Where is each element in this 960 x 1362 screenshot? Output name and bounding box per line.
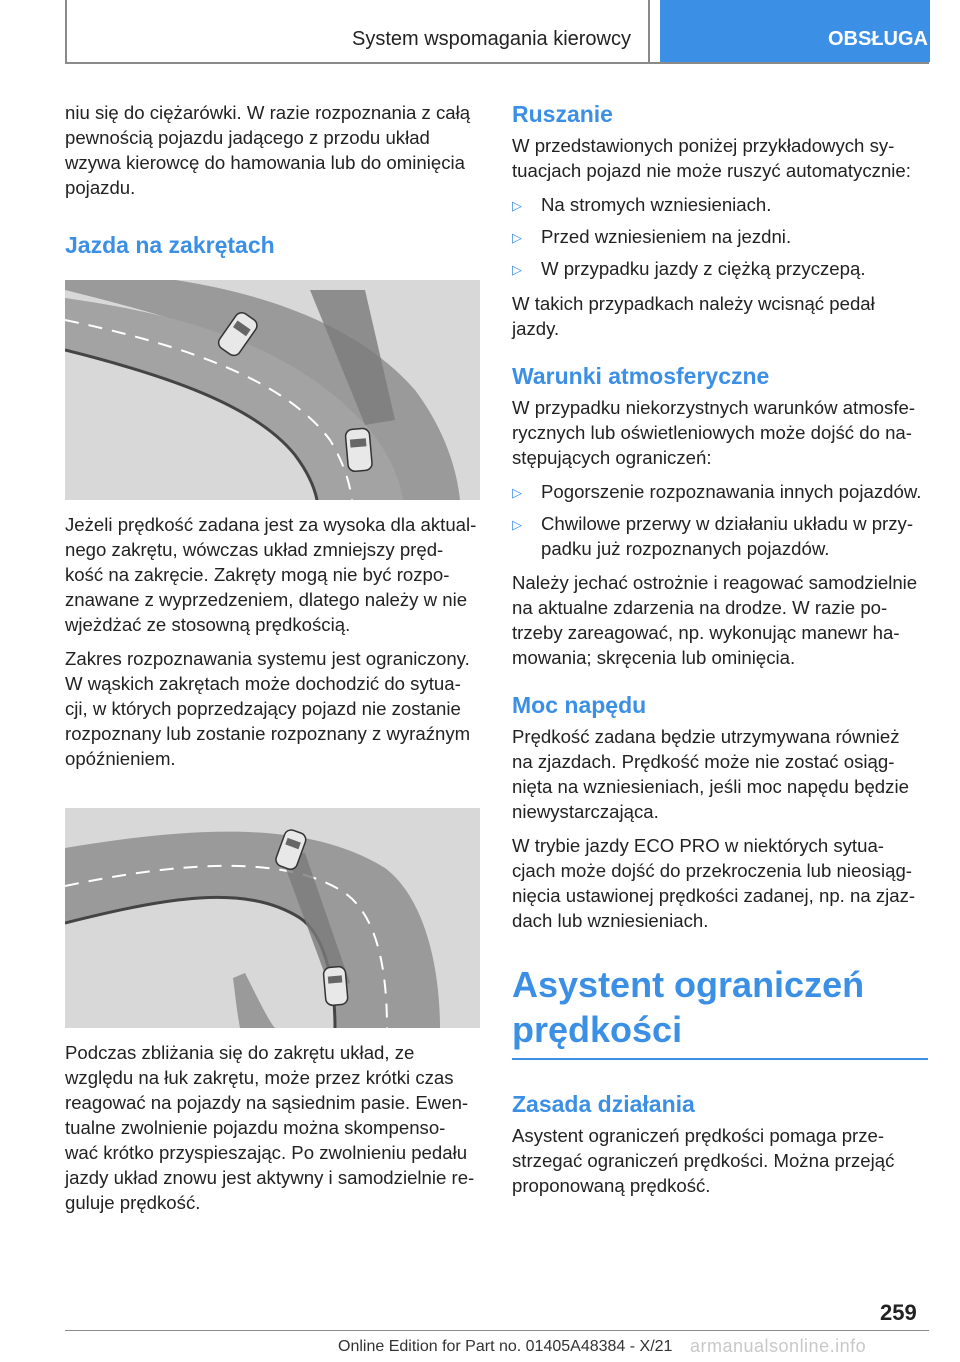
left-column	[65, 100, 480, 1224]
list-item: ▷ Przed wzniesieniem na jezdni.	[512, 224, 928, 250]
list-item: ▷ Na stromych wzniesieniach.	[512, 192, 928, 218]
starting-paragraph: W przedstawionych poniżej przykładowych sy- tuacjach pojazd nie może ruszyć automatycznie:	[512, 135, 911, 181]
curves-paragraph-1: Jeżeli prędkość zadana jest za wysoka dla aktual- nego zakrętu, wówczas układ zmniejszy pręd- kość na zakręcie. Zakręty mogą nie być rozpo- znawane z wyprzedzeniem, dlatego należy w nie wjeżdżać ze stosowną prędkością.	[65, 514, 477, 635]
list-item: ▷ W przypadku jazdy z ciężką przyczepą.	[512, 256, 928, 282]
page-number: 259	[880, 1300, 917, 1325]
header-section-title: System wspomagania kierowcy	[352, 28, 631, 50]
header-left-divider	[65, 0, 67, 64]
footer-edition: Online Edition for Part no. 01405A48384 - X/21	[338, 1338, 673, 1355]
triangle-bullet-icon: ▷	[512, 262, 522, 277]
triangle-bullet-icon: ▷	[512, 485, 522, 500]
triangle-bullet-icon: ▷	[512, 198, 522, 213]
heading-rule	[512, 1058, 928, 1060]
principle-paragraph: Asystent ograniczeń prędkości pomaga prze- strzegać ograniczeń prędkości. Można przejąć proponowaną prędkość.	[512, 1125, 895, 1196]
triangle-bullet-icon: ▷	[512, 517, 522, 532]
list-item: ▷ Pogorszenie rozpoznawania innych pojazdów.	[512, 479, 928, 505]
power-paragraph-1: Prędkość zadana będzie utrzymywana również na zjazdach. Prędkość może nie zostać osiąg- nięta na wzniesieniach, jeśli moc napędu będzie niewystarczająca.	[512, 726, 909, 822]
triangle-bullet-icon: ▷	[512, 230, 522, 245]
header-mid-divider	[648, 0, 650, 64]
heading-speed-limit-assist: Asystent ograniczeń prędkości	[512, 964, 865, 1050]
figure-curve-speed	[65, 280, 480, 500]
weather-paragraph: W przypadku niekorzystnych warunków atmosfe- rycznych lub oświetleniowych może dojść do na- stępujących ograniczeń:	[512, 397, 916, 468]
right-column	[512, 100, 928, 1207]
power-paragraph-2: W trybie jazdy ECO PRO w niektórych sytua- cjach może dojść do przekroczenia lub nieosiąg- nięcia ustawionej prędkości zadanej, np. na zjaz- dach lub wzniesieniach.	[512, 835, 916, 931]
intro-paragraph: niu się do ciężarówki. W razie rozpoznania z całą pewnością pojazdu jadącego z przodu układ wzywa kierowcę do hamowania lub do ominięcia pojazdu.	[65, 102, 471, 198]
weather-paragraph-2: Należy jechać ostrożnie i reagować samodzielnie na aktualne zdarzenia na drodze. W razie po- trzeby zareagować, np. wykonując manewr ha- mowania; skręcenia lub ominięcia.	[512, 572, 918, 668]
figure-curve-adjacent-lane	[65, 808, 480, 1028]
heading-principle: Zasada działania	[512, 1091, 695, 1117]
heading-power: Moc napędu	[512, 692, 647, 718]
watermark: armanualsonline.info	[690, 1336, 867, 1356]
footer-rule	[65, 1330, 929, 1331]
heading-weather: Warunki atmosferyczne	[512, 363, 770, 389]
curves-paragraph-2: Zakres rozpoznawania systemu jest ograniczony. W wąskich zakrętach może dochodzić do sytua- cji, w których poprzedzający pojazd nie zostanie rozpoznany lub zostanie rozpoznany z wyraźnym opóźnieniem.	[65, 648, 471, 769]
curves-paragraph-3: Podczas zbliżania się do zakrętu układ, ze względu na łuk zakrętu, może przez krótki czas reagować na pojazdy na sąsiednim pasie. Ewen- tualne zwolnienie pojazdu można skompenso- wać krótko przyspieszając. Po zwolnieniu pedału jazdy układ znowu jest aktywny i samodzielnie re- guluje prędkość.	[65, 1042, 475, 1213]
weather-list	[512, 479, 928, 561]
header-rule	[65, 62, 929, 64]
starting-paragraph-2: W takich przypadkach należy wcisnąć pedał jazdy.	[512, 293, 875, 339]
heading-curves: Jazda na zakrętach	[65, 232, 275, 258]
header-chapter-tab: OBSŁUGA	[660, 0, 930, 62]
list-item: ▷ Chwilowe przerwy w działaniu układu w przy- padku już rozpoznanych pojazdów.	[512, 513, 914, 559]
starting-list	[512, 192, 928, 282]
heading-starting: Ruszanie	[512, 101, 613, 127]
